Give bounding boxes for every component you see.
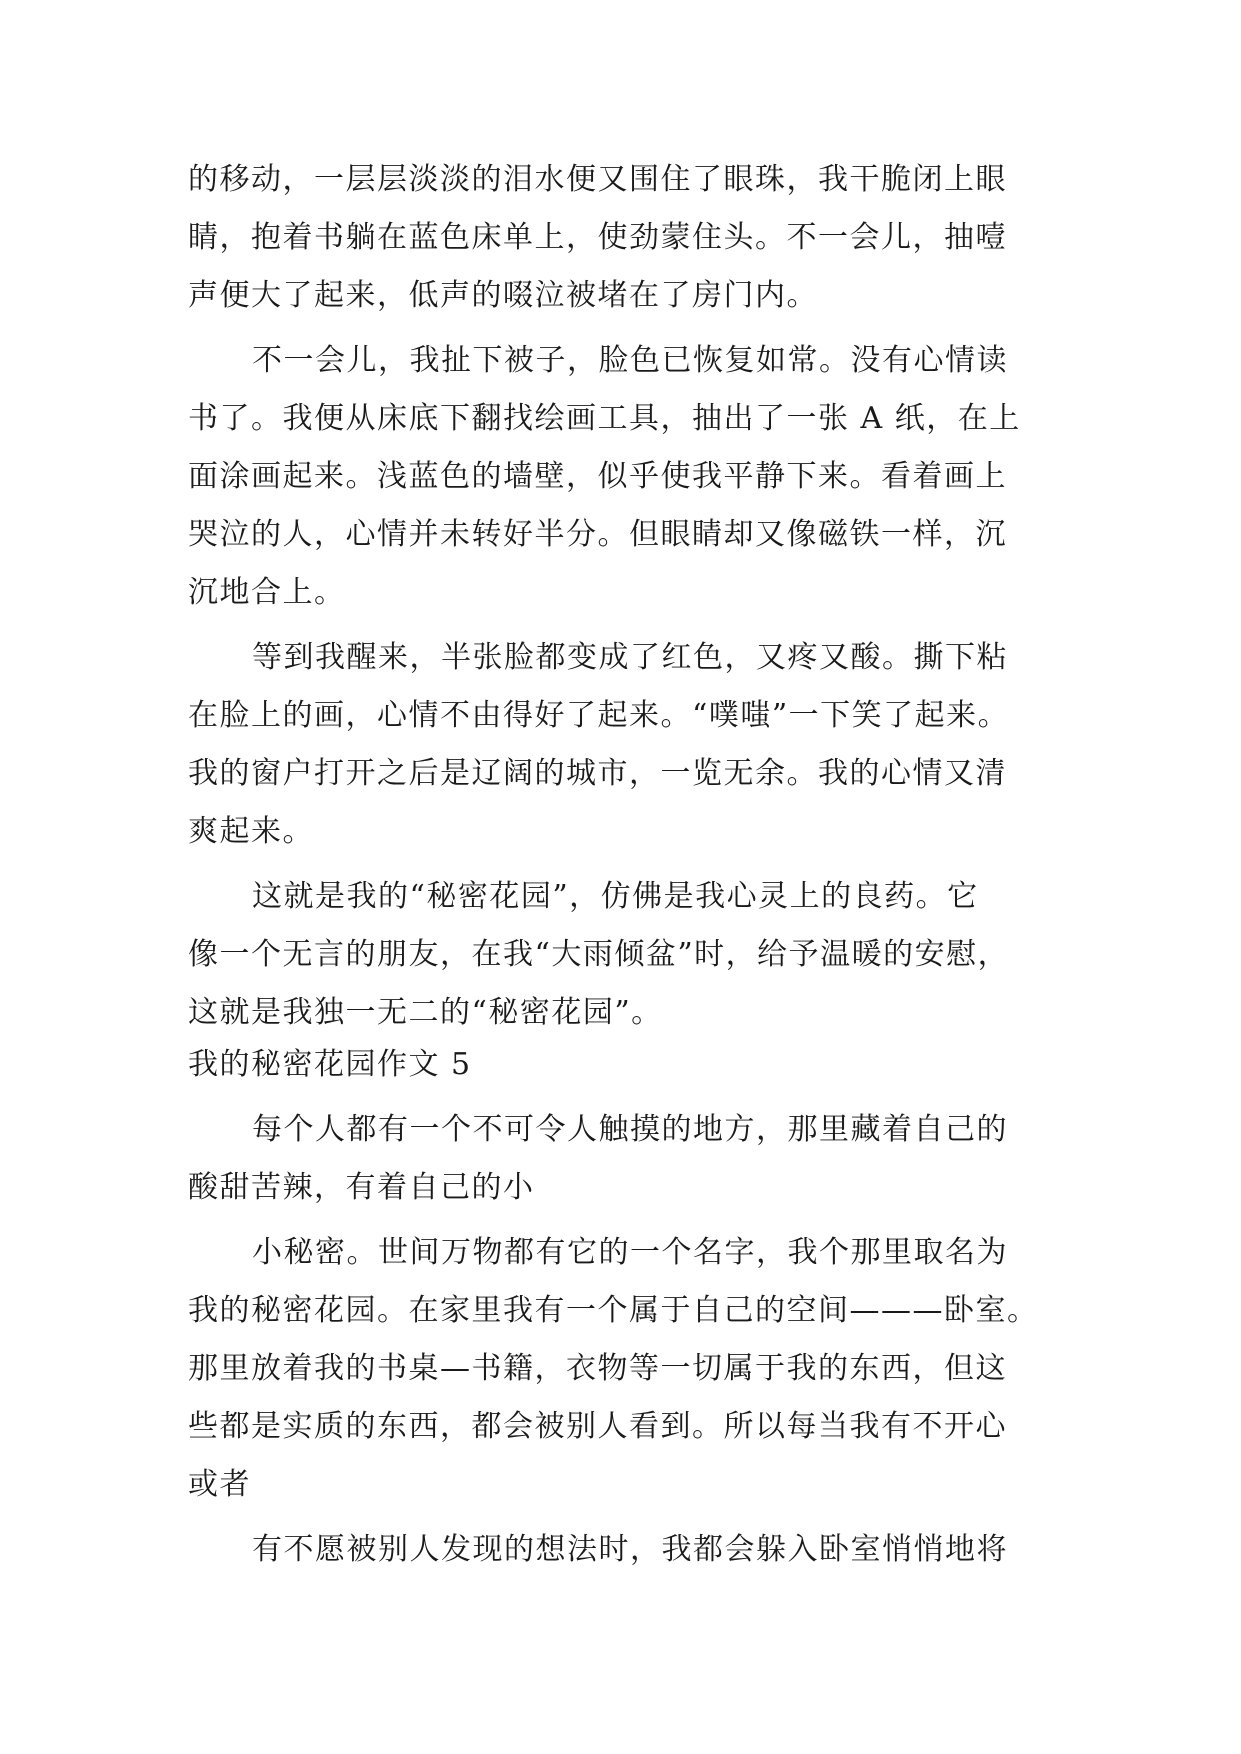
- text-line: 的移动，一层层淡淡的泪水便又围住了眼珠，我干脆闭上眼: [188, 162, 1007, 197]
- text-line: 或者: [188, 1467, 251, 1502]
- paragraph-first-line: 不一会儿，我扯下被子，脸色已恢复如常。没有心情读: [252, 343, 1008, 378]
- text-line: 那里放着我的书桌—书籍，衣物等一切属于我的东西，但这: [188, 1351, 1007, 1386]
- text-line: 我的秘密花园。在家里我有一个属于自己的空间———卧室。: [188, 1293, 1039, 1328]
- paragraph-first-line: 每个人都有一个不可令人触摸的地方，那里藏着自己的: [252, 1112, 1008, 1147]
- text-line: 睛，抱着书躺在蓝色床单上，使劲蒙住头。不一会儿，抽噎: [188, 220, 1007, 255]
- text-line: 些都是实质的东西，都会被别人看到。所以每当我有不开心: [188, 1409, 1007, 1444]
- text-line: 这就是我独一无二的“秘密花园”。: [188, 995, 663, 1030]
- text-line: 爽起来。: [188, 814, 314, 849]
- paragraph-first-line: 有不愿被别人发现的想法时，我都会躲入卧室悄悄地将: [252, 1532, 1008, 1567]
- text-line: 书了。我便从床底下翻找绘画工具，抽出了一张 A 纸，在上: [188, 401, 1021, 436]
- essay-heading: 我的秘密花园作文 5: [188, 1047, 472, 1082]
- text-line: 像一个无言的朋友，在我“大雨倾盆”时，给予温暖的安慰，: [188, 937, 1010, 972]
- paragraph-first-line: 这就是我的“秘密花园”，仿佛是我心灵上的良药。它: [252, 879, 979, 914]
- paragraph-first-line: 小秘密。世间万物都有它的一个名字，我个那里取名为: [252, 1235, 1008, 1270]
- text-line: 我的窗户打开之后是辽阔的城市，一览无余。我的心情又清: [188, 756, 1007, 791]
- text-line: 在脸上的画，心情不由得好了起来。“噗嗤”一下笑了起来。: [188, 698, 1010, 733]
- text-line: 哭泣的人，心情并未转好半分。但眼睛却又像磁铁一样，沉: [188, 517, 1007, 552]
- text-line: 面涂画起来。浅蓝色的墙壁，似乎使我平静下来。看着画上: [188, 459, 1007, 494]
- text-line: 沉地合上。: [188, 575, 346, 610]
- text-line: 声便大了起来，低声的啜泣被堵在了房门内。: [188, 278, 818, 313]
- text-line: 酸甜苦辣，有着自己的小: [188, 1170, 535, 1205]
- paragraph-first-line: 等到我醒来，半张脸都变成了红色，又疼又酸。撕下粘: [252, 640, 1008, 675]
